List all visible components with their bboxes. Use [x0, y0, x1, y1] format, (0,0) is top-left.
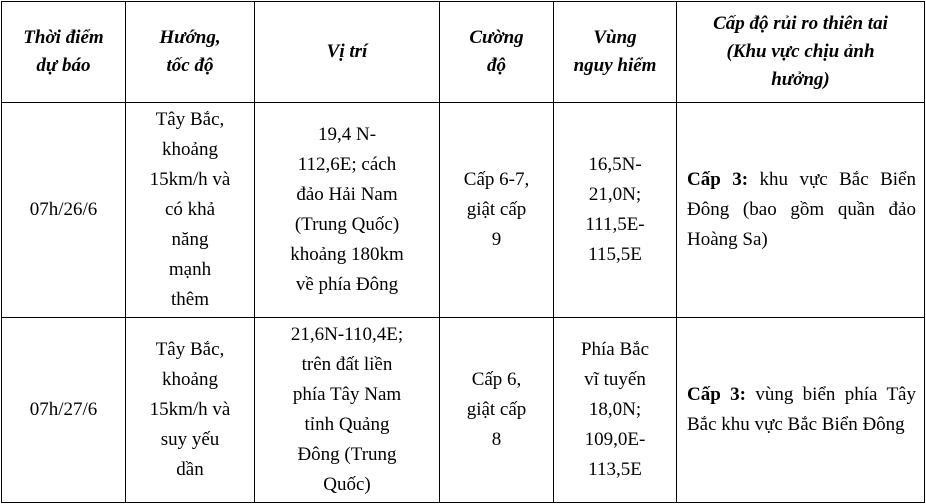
forecast-time-cell: 07h/26/6 [2, 103, 126, 318]
forecast-time-cell: 07h/27/6 [2, 318, 126, 503]
table-row [2, 103, 925, 318]
risk-level-cell [677, 103, 925, 318]
direction-cell: Tây Bắc, khoảng 15km/h và có khả năng mạnh thêm [126, 103, 255, 318]
direction-cell: Tây Bắc, khoảng 15km/h và suy yếu dần [126, 318, 255, 503]
header-risk-level: Cấp độ rủi ro thiên tai (Khu vực chịu ảnh hưởng) [677, 2, 925, 103]
risk-area-text: khu vực Bắc Biển Đông (bao gồm quần đảo Hoàng Sa) [687, 169, 916, 250]
header-intensity: Cường độ [440, 2, 554, 103]
danger-zone-cell: Phía Bắc vĩ tuyến 18,0N; 109,0E- 113,5E [554, 318, 677, 503]
position-cell: 19,4 N- 112,6E; cách đảo Hải Nam (Trung Quốc) khoảng 180km về phía Đông [255, 103, 440, 318]
intensity-cell: Cấp 6-7, giật cấp 9 [440, 103, 554, 318]
header-row [2, 2, 925, 103]
table-row [2, 318, 925, 503]
header-direction-speed: Hướng, tốc độ [126, 2, 255, 103]
position-cell: 21,6N-110,4E; trên đất liền phía Tây Nam tỉnh Quảng Đông (Trung Quốc) [255, 318, 440, 503]
header-forecast-time: Thời điểm dự báo [2, 2, 126, 103]
intensity-cell: Cấp 6, giật cấp 8 [440, 318, 554, 503]
risk-area-text: vùng biển phía Tây Bắc khu vực Bắc Biển Đông [687, 384, 916, 435]
risk-level-cell [677, 318, 925, 503]
header-position: Vị trí [255, 2, 440, 103]
risk-level-label: Cấp 3: [687, 384, 746, 405]
danger-zone-cell: 16,5N- 21,0N; 111,5E- 115,5E [554, 103, 677, 318]
forecast-table [1, 1, 925, 503]
risk-level-label: Cấp 3: [687, 169, 749, 190]
header-danger-zone: Vùng nguy hiểm [554, 2, 677, 103]
